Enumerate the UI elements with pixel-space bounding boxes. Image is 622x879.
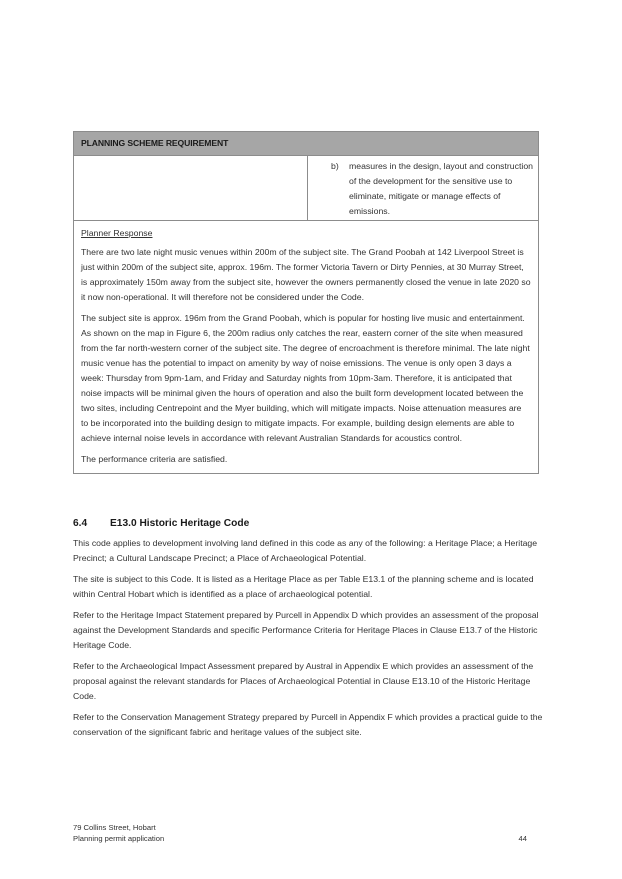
- section-paragraph: Refer to the Heritage Impact Statement prepared by Purcell in Appendix D which provides an assessment of the proposal against the Development Standards and specific Performance Criteria for Heritage Places in Clause E13.7 of the Historic Heritage Code.: [73, 610, 539, 650]
- footer-document-title: Planning permit application: [73, 834, 165, 843]
- section-title: E13.0 Historic Heritage Code: [110, 518, 250, 529]
- planning-requirement-table: [73, 131, 539, 474]
- requirement-item-text: measures in the design, layout and construction of the development for the sensitive use to eliminate, mitigate or manage effects of emissions.: [349, 161, 533, 216]
- response-paragraph: There are two late night music venues within 200m of the subject site. The Grand Poobah at 142 Liverpool Street is just within 200m of the subject site, approx. 196m. The former Victoria Tavern or Dirty Pennies, at 30 Murray Street, is approximately 150m away from the subject site, however the owners permanently closed the venue in late 2020 so it now non-operational. It will therefore not be considered under the Code.: [81, 247, 531, 302]
- page-footer: [73, 822, 539, 844]
- column-divider: [307, 156, 308, 220]
- planner-response-heading: Planner Response: [81, 228, 153, 238]
- table-row: [74, 156, 538, 221]
- heritage-code-section: [73, 516, 543, 746]
- response-paragraph: The performance criteria are satisfied.: [81, 454, 228, 464]
- section-number: 6.4: [73, 518, 88, 529]
- section-paragraph: The site is subject to this Code. It is listed as a Heritage Place as per Table E13.1 of the planning scheme and is located within Central Hobart which is identified as a place of archaeological potential.: [73, 574, 534, 599]
- table-header: PLANNING SCHEME REQUIREMENT: [74, 132, 538, 156]
- section-paragraph: This code applies to development involving land defined in this code as any of the following: a Heritage Place; a Heritage Precinct; a Cultural Landscape Precinct; a Place of Archaeological Potential.: [73, 538, 538, 563]
- section-paragraph: Refer to the Archaeological Impact Assessment prepared by Austral in Appendix E which provides an assessment of the proposal against the relevant standards for Places of Archaeological Potential in Clause E13.10 of the Historic Heritage Code.: [73, 661, 534, 701]
- section-paragraph: Refer to the Conservation Management Strategy prepared by Purcell in Appendix F which provides a practical guide to the conservation of the significant fabric and heritage values of the subject site.: [73, 712, 543, 737]
- planner-response: [74, 221, 538, 473]
- requirement-item-marker: b): [331, 161, 339, 171]
- section-heading: [73, 516, 543, 531]
- page-number: 44: [518, 834, 527, 843]
- footer-address: 79 Collins Street, Hobart: [73, 823, 156, 832]
- response-paragraph: The subject site is approx. 196m from the Grand Poobah, which is popular for hosting live music and entertainment. As shown on the map in Figure 6, the 200m radius only catches the rear, eastern corner of the site when measured from the far north-western corner of the subject site. The degree of encroachment is therefore minimal. The late night music venue has the potential to impact on amenity by way of noise emissions. The venue is only open 3 days a week: Thursday from 9pm-1am, and Friday and Saturday nights from 10pm-3am. Therefore, it is anticipated that noise impacts will be minimal given the hours of operation and also the built form development located between the two sites, including Centrepoint and the Myer building, which will mitigate impacts. Noise attenuation measures are to be incorporated into the building design to mitigate impacts. For example, building design elements are able to achieve internal noise levels in accordance with relevant Australian Standards for acoustics control.: [81, 313, 530, 443]
